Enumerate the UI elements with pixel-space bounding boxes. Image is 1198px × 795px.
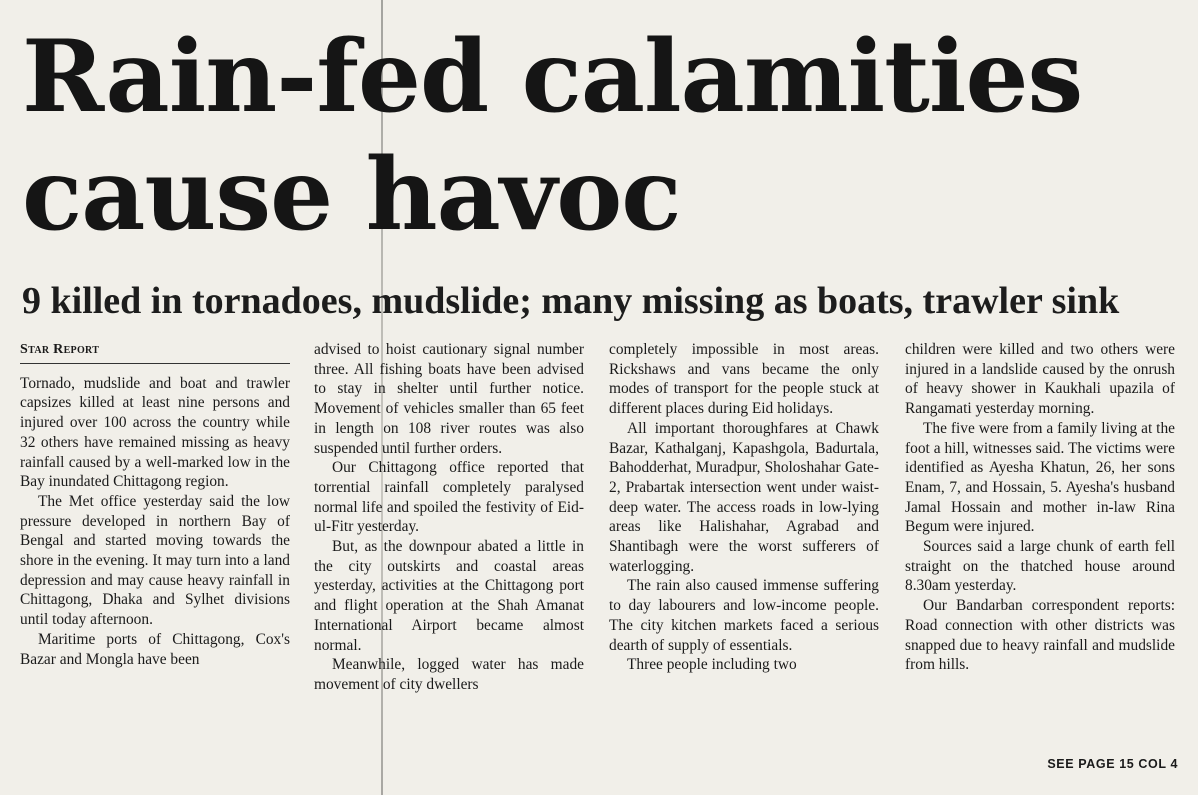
paragraph: Meanwhile, logged water has made movement of city dwellers bbox=[314, 656, 584, 693]
headline bbox=[22, 18, 1192, 254]
paragraph: Our Bandarban correspondent reports: Road connection with other districts was snapped due to heavy rainfall and mudslide from hills. bbox=[905, 597, 1175, 674]
paragraph: Tornado, mudslide and boat and trawler capsizes killed at least nine persons and injured over 100 across the country while 32 others have remained missing as heavy rainfall caused by a well-marked low in the Bay inundated Chittagong region. bbox=[20, 374, 290, 491]
headline-line-2: cause havoc bbox=[22, 137, 681, 253]
subheadline: 9 killed in tornadoes, mudslide; many missing as boats, trawler sink bbox=[22, 280, 1120, 322]
paragraph: Our Chittagong office reported that torrential rainfall completely paralysed normal life and spoiled the festivity of Eid-ul-Fitr yesterday. bbox=[314, 459, 584, 536]
paragraph: children were killed and two others were injured in a landslide caused by the onrush of heavy shower in Kaukhali upazila of Rangamati yesterday morning. bbox=[905, 341, 1175, 418]
paragraph: All important thoroughfares at Chawk Bazar, Kathalganj, Kapashgola, Badurtala, Bahodderhat, Muradpur, Sholoshahar Gate-2, Prabartak intersection went under waist-deep water. The access roads in low-lying areas like Halishahar, Agrabad and Shantibagh were the worst sufferers of waterlogging. bbox=[609, 419, 879, 575]
paragraph: Maritime ports of Chittagong, Cox's Bazar and Mongla have been bbox=[20, 630, 290, 668]
article-column-2 bbox=[314, 340, 584, 695]
article-column-4 bbox=[905, 340, 1175, 675]
article-column-3 bbox=[609, 340, 879, 675]
article-column-1 bbox=[20, 340, 290, 669]
paragraph: Sources said a large chunk of earth fell straight on the thatched house around 8.30am yesterday. bbox=[905, 538, 1175, 595]
paragraph: The five were from a family living at the foot a hill, witnesses said. The victims were identified as Ayesha Khatun, 26, her sons Enam, 7, and Hossain, 5. Ayesha's husband Jamal Hossain and mother in-law Rina Begum were injured. bbox=[905, 419, 1175, 536]
paragraph: Three people including two bbox=[627, 656, 797, 674]
paragraph: The rain also caused immense suffering to day labourers and low-income people. The city kitchen markets faced a serious dearth of supply of essentials. bbox=[609, 577, 879, 654]
paragraph: The Met office yesterday said the low pressure developed in northern Bay of Bengal and started moving towards the shore in the evening. It may turn into a land depression and may cause heavy rainfall in Chittagong, Dhaka and Sylhet divisions until today afternoon. bbox=[20, 492, 290, 629]
byline: Star Report bbox=[20, 340, 290, 364]
continuation-jump-line: SEE PAGE 15 COL 4 bbox=[1047, 757, 1178, 771]
paragraph: advised to hoist cautionary signal number three. All fishing boats have been advised to stay in shelter until further notice. Movement of vehicles smaller than 65 feet in length on 108 river routes was also suspended until further orders. bbox=[314, 341, 584, 457]
paragraph: completely impossible in most areas. Rickshaws and vans became the only modes of transport for the people stuck at different places during Eid holidays. bbox=[609, 341, 879, 418]
headline-line-1: Rain-fed calamities bbox=[22, 19, 1083, 135]
paragraph: But, as the downpour abated a little in the city outskirts and coastal areas yesterday, activities at the Chittagong port and flight operation at the Shah Amanat International Airport became almost normal. bbox=[314, 538, 584, 654]
